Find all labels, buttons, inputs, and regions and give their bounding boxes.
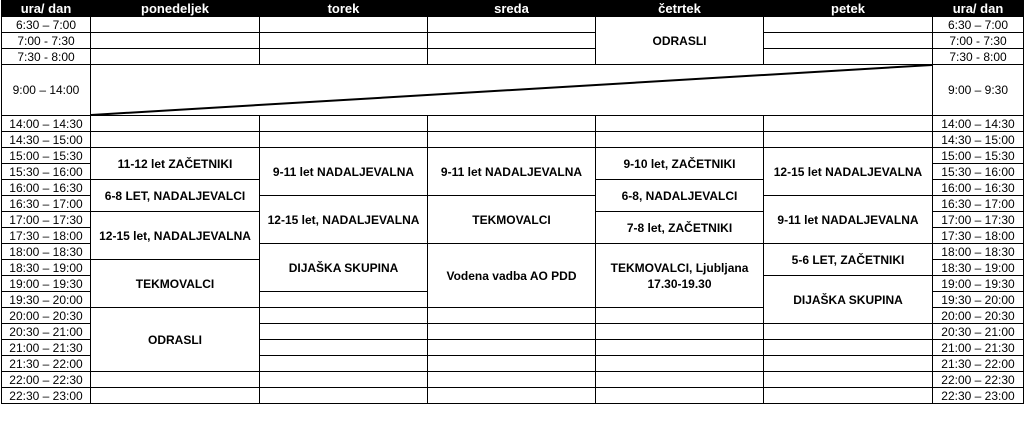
time-column-header: ura/ dan — [2, 1, 91, 17]
empty-slot — [260, 308, 428, 324]
time-slot-label-right: 16:30 – 17:00 — [933, 196, 1024, 212]
time-slot-label: 9:00 – 14:00 — [2, 65, 91, 116]
session-block: 5-6 LET, ZAČETNIKI — [764, 244, 933, 276]
empty-slot — [91, 132, 260, 148]
empty-slot — [428, 132, 596, 148]
schedule-row — [2, 388, 1024, 404]
session-block: DIJAŠKA SKUPINA — [764, 276, 933, 324]
empty-slot — [260, 17, 428, 33]
time-slot-label-right: 19:00 – 19:30 — [933, 276, 1024, 292]
session-block: TEKMOVALCI, Ljubljana 17.30-19.30 — [596, 244, 764, 308]
time-slot-label: 22:00 – 22:30 — [2, 372, 91, 388]
empty-slot — [428, 49, 596, 65]
empty-slot — [91, 33, 260, 49]
session-block: ODRASLI — [91, 308, 260, 372]
empty-slot — [764, 116, 933, 132]
empty-slot — [764, 324, 933, 340]
time-slot-label-right: 21:30 – 22:00 — [933, 356, 1024, 372]
day-header-wednesday: sreda — [428, 1, 596, 17]
time-slot-label-right: 20:00 – 20:30 — [933, 308, 1024, 324]
empty-slot — [596, 356, 764, 372]
time-slot-label: 15:00 – 15:30 — [2, 148, 91, 164]
session-block: 12-15 let NADALJEVALNA — [764, 148, 933, 196]
time-slot-label-right: 17:00 – 17:30 — [933, 212, 1024, 228]
schedule-body — [2, 17, 1024, 404]
empty-slot — [260, 372, 428, 388]
empty-slot — [260, 116, 428, 132]
session-block: 6-8 LET, NADALJEVALCI — [91, 180, 260, 212]
day-header-thursday: četrtek — [596, 1, 764, 17]
empty-slot — [764, 49, 933, 65]
time-slot-label: 18:00 – 18:30 — [2, 244, 91, 260]
diagonal-strike-line — [91, 65, 932, 115]
header-row — [2, 1, 1024, 17]
time-slot-label: 18:30 – 19:00 — [2, 260, 91, 276]
time-slot-label: 6:30 – 7:00 — [2, 17, 91, 33]
time-slot-label: 16:00 – 16:30 — [2, 180, 91, 196]
empty-slot — [428, 116, 596, 132]
time-slot-label-right: 7:00 - 7:30 — [933, 33, 1024, 49]
empty-slot — [91, 49, 260, 65]
empty-slot — [260, 132, 428, 148]
time-slot-label: 19:00 – 19:30 — [2, 276, 91, 292]
time-slot-label: 14:00 – 14:30 — [2, 116, 91, 132]
time-slot-label: 16:30 – 17:00 — [2, 196, 91, 212]
empty-slot — [91, 116, 260, 132]
time-slot-label: 7:00 - 7:30 — [2, 33, 91, 49]
time-slot-label-right: 22:00 – 22:30 — [933, 372, 1024, 388]
empty-slot — [764, 388, 933, 404]
session-block: DIJAŠKA SKUPINA — [260, 244, 428, 292]
time-slot-label: 21:00 – 21:30 — [2, 340, 91, 356]
empty-slot — [764, 132, 933, 148]
time-slot-label-right: 17:30 – 18:00 — [933, 228, 1024, 244]
session-block: 9-11 let NADALJEVALNA — [260, 148, 428, 196]
empty-slot — [260, 33, 428, 49]
time-slot-label-right: 18:30 – 19:00 — [933, 260, 1024, 276]
session-block: 12-15 let, NADALJEVALNA — [91, 212, 260, 260]
empty-slot — [596, 308, 764, 324]
empty-slot — [764, 372, 933, 388]
empty-slot — [260, 340, 428, 356]
empty-slot — [764, 33, 933, 49]
time-slot-label-right: 6:30 – 7:00 — [933, 17, 1024, 33]
unavailable-period-cell — [91, 65, 933, 116]
empty-slot — [596, 116, 764, 132]
time-slot-label: 17:30 – 18:00 — [2, 228, 91, 244]
empty-slot — [596, 132, 764, 148]
empty-slot — [764, 340, 933, 356]
empty-slot — [428, 308, 596, 324]
empty-slot — [428, 388, 596, 404]
empty-slot — [260, 388, 428, 404]
schedule-row — [2, 65, 1024, 116]
time-slot-label: 14:30 – 15:00 — [2, 132, 91, 148]
time-slot-label-right: 19:30 – 20:00 — [933, 292, 1024, 308]
empty-slot — [91, 17, 260, 33]
session-block: ODRASLI — [596, 17, 764, 65]
time-slot-label: 22:30 – 23:00 — [2, 388, 91, 404]
empty-slot — [260, 49, 428, 65]
session-block: TEKMOVALCI — [91, 260, 260, 308]
schedule-row — [2, 372, 1024, 388]
empty-slot — [428, 33, 596, 49]
empty-slot — [428, 324, 596, 340]
time-column-header-right: ura/ dan — [933, 1, 1024, 17]
time-slot-label-right: 16:00 – 16:30 — [933, 180, 1024, 196]
session-block: 7-8 let, ZAČETNIKI — [596, 212, 764, 244]
empty-slot — [596, 324, 764, 340]
session-block: 9-10 let, ZAČETNIKI — [596, 148, 764, 180]
empty-slot — [260, 356, 428, 372]
day-header-friday: petek — [764, 1, 933, 17]
day-header-monday: ponedeljek — [91, 1, 260, 17]
empty-slot — [428, 17, 596, 33]
empty-slot — [428, 356, 596, 372]
time-slot-label-right: 15:30 – 16:00 — [933, 164, 1024, 180]
day-header-tuesday: torek — [260, 1, 428, 17]
time-slot-label: 21:30 – 22:00 — [2, 356, 91, 372]
session-block: 9-11 let NADALJEVALNA — [764, 196, 933, 244]
time-slot-label: 17:00 – 17:30 — [2, 212, 91, 228]
schedule-row — [2, 116, 1024, 132]
empty-slot — [764, 356, 933, 372]
empty-slot — [596, 388, 764, 404]
session-block: 9-11 let NADALJEVALNA — [428, 148, 596, 196]
time-slot-label: 20:00 – 20:30 — [2, 308, 91, 324]
session-block: 11-12 let ZAČETNIKI — [91, 148, 260, 180]
empty-slot — [91, 372, 260, 388]
empty-slot — [428, 340, 596, 356]
time-slot-label-right: 20:30 – 21:00 — [933, 324, 1024, 340]
empty-slot — [260, 292, 428, 308]
empty-slot — [596, 340, 764, 356]
schedule-row — [2, 17, 1024, 33]
time-slot-label-right: 22:30 – 23:00 — [933, 388, 1024, 404]
time-slot-label-right: 18:00 – 18:30 — [933, 244, 1024, 260]
empty-slot — [428, 372, 596, 388]
empty-slot — [764, 17, 933, 33]
schedule-table — [1, 0, 1024, 404]
session-block: Vodena vadba AO PDD — [428, 244, 596, 308]
time-slot-label-right: 14:30 – 15:00 — [933, 132, 1024, 148]
session-block: TEKMOVALCI — [428, 196, 596, 244]
time-slot-label: 19:30 – 20:00 — [2, 292, 91, 308]
empty-slot — [596, 372, 764, 388]
time-slot-label: 20:30 – 21:00 — [2, 324, 91, 340]
time-slot-label-right: 7:30 - 8:00 — [933, 49, 1024, 65]
session-block: 6-8, NADALJEVALCI — [596, 180, 764, 212]
time-slot-label-right: 14:00 – 14:30 — [933, 116, 1024, 132]
schedule-row — [2, 33, 1024, 49]
empty-slot — [91, 388, 260, 404]
time-slot-label-right: 9:00 – 9:30 — [933, 65, 1024, 116]
time-slot-label: 7:30 - 8:00 — [2, 49, 91, 65]
schedule-row — [2, 148, 1024, 164]
empty-slot — [260, 324, 428, 340]
time-slot-label-right: 21:00 – 21:30 — [933, 340, 1024, 356]
schedule-row — [2, 49, 1024, 65]
session-block: 12-15 let, NADALJEVALNA — [260, 196, 428, 244]
schedule-row — [2, 132, 1024, 148]
time-slot-label: 15:30 – 16:00 — [2, 164, 91, 180]
time-slot-label-right: 15:00 – 15:30 — [933, 148, 1024, 164]
